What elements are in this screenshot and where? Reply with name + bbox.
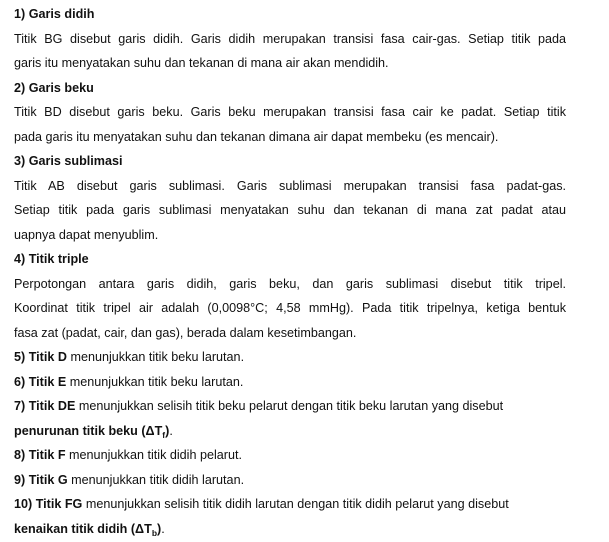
paragraph-line: fasa zat (padat, cair, dan gas), berada dalam kesetimbangan. [14,325,357,340]
term-penurunan-titik-beku: penurunan titik beku (ΔT [14,423,163,438]
point-label: 7) Titik DE [14,399,76,413]
point-text: menunjukkan titik beku larutan. [66,350,245,364]
document-body [14,2,566,541]
term-line-penurunan [14,419,566,444]
point-item-de [14,394,566,419]
paragraph-line: Titik AB disebut garis sublimasi. Garis sublimasi merupakan transisi fasa padat-gas. [14,178,566,193]
point-text: menunjukkan titik beku larutan. [66,374,244,389]
term-period: . [161,521,165,536]
heading-garis-beku: 2) Garis beku [14,80,94,95]
point-item-g [14,468,566,493]
paragraph-line: pada garis itu menyatakan suhu dan tekanan dimana air dapat membeku (es mencair). [14,129,499,144]
point-item-e [14,370,566,395]
point-text: menunjukkan selisih titik beku pelarut dengan titik beku larutan yang disebut [75,399,504,413]
term-close-paren: ) [165,423,170,438]
term-kenaikan-titik-didih: kenaikan titik didih (ΔT [14,521,152,536]
paragraph-line: Setiap titik pada garis sublimasi menyatakan suhu dan tekanan di mana zat padat atau [14,203,566,217]
term-period: . [169,423,173,438]
point-item-f [14,443,566,468]
paragraph-line: uapnya dapat menyublim. [14,227,159,242]
heading-garis-didih: 1) Garis didih [14,7,95,21]
point-label: 5) Titik D [14,350,67,364]
point-text: menunjukkan titik didih pelarut. [65,448,242,462]
point-text: menunjukkan titik didih larutan. [67,472,245,487]
point-label: 8) Titik F [14,448,66,462]
point-item-fg [14,492,566,517]
point-label: 10) Titik FG [14,497,83,511]
heading-garis-sublimasi: 3) Garis sublimasi [14,154,123,168]
point-text: menunjukkan selisih titik didih larutan dengan titik didih pelarut yang disebut [82,497,509,511]
term-close-paren: ) [157,521,162,536]
paragraph-line: Koordinat titik tripel air adalah (0,0098°C; 4,58 mmHg). Pada titik tripelnya, ketiga bentuk [14,301,566,315]
paragraph-line: Titik BG disebut garis didih. Garis didih merupakan transisi fasa cair-gas. Setiap titik pada [14,31,566,46]
term-line-kenaikan [14,517,566,542]
heading-titik-triple: 4) Titik triple [14,252,89,266]
point-item-d [14,345,566,370]
subscript-f: f [162,429,166,440]
point-label: 9) Titik G [14,472,68,487]
paragraph-line: Titik BD disebut garis beku. Garis beku merupakan transisi fasa cair ke padat. Setiap titik [14,105,566,119]
paragraph-line: garis itu menyatakan suhu dan tekanan di mana air akan mendidih. [14,56,389,70]
paragraph-line: Perpotongan antara garis didih, garis beku, dan garis sublimasi disebut titik tripel. [14,276,566,291]
point-label: 6) Titik E [14,374,67,389]
subscript-b: b [151,527,158,538]
